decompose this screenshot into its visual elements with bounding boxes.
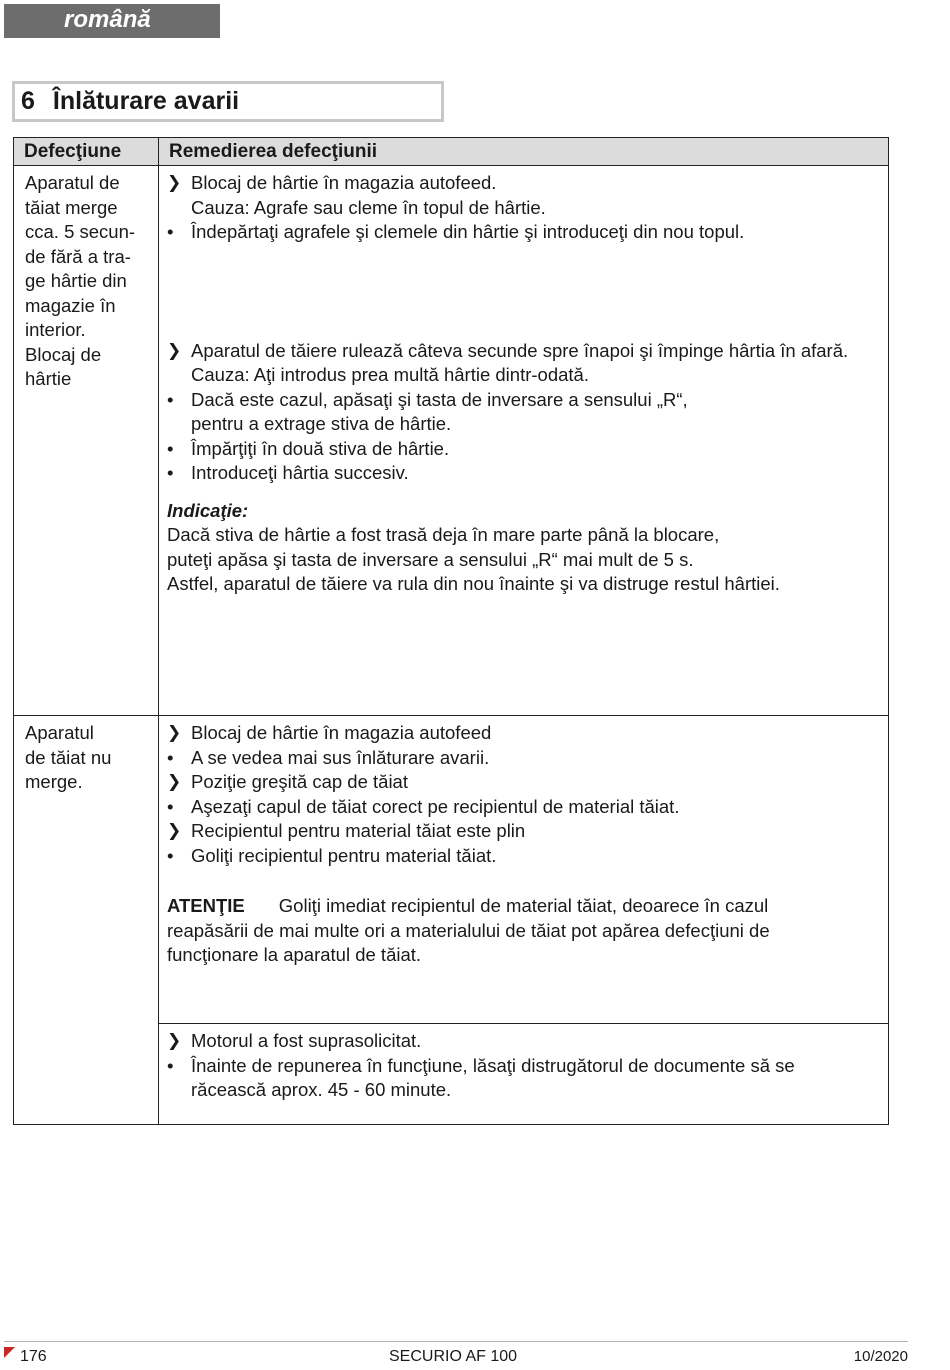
list-item: [167, 1054, 880, 1079]
list-item-text: Cauza: Aţi introdus prea multă hârtie dintr-odată.: [191, 364, 589, 385]
remedy-list: [167, 1029, 880, 1103]
fault-text-line: hârtie: [25, 368, 72, 389]
list-item-text: Motorul a fost suprasolicitat.: [191, 1030, 422, 1051]
troubleshooting-table: [13, 137, 889, 1125]
fault-text-line: Blocaj de: [25, 343, 102, 365]
list-item: [167, 171, 880, 196]
arrow-icon: ❯: [167, 173, 182, 192]
section-heading: [12, 81, 444, 122]
warning-block: [167, 894, 880, 968]
arrow-icon: ❯: [167, 723, 182, 742]
remedy-cell: [159, 166, 889, 716]
arrow-icon: ❯: [167, 1031, 182, 1050]
fault-cell: [14, 1024, 159, 1125]
note-line: Astfel, aparatul de tăiere va rula din nou înainte şi va distruge restul hârtiei.: [167, 573, 780, 594]
list-item-text: Blocaj de hârtie în magazia autofeed.: [191, 172, 497, 193]
fault-cell: [14, 716, 159, 1024]
note-line: puteţi apăsa şi tasta de inversare a sensului „R“ mai mult de 5 s.: [167, 548, 694, 570]
bullet-icon: •: [167, 1054, 174, 1076]
list-item: [167, 388, 880, 413]
bullet-icon: •: [167, 462, 174, 483]
remedy-block-reverse: [167, 339, 880, 486]
fault-text-line: de fără a tra-: [25, 245, 131, 267]
arrow-icon: ❯: [167, 772, 182, 791]
note-line: Dacă stiva de hârtie a fost trasă deja în mare parte până la blocare,: [167, 524, 720, 545]
note-title: Indicaţie:: [167, 499, 249, 521]
remedy-cell: [159, 1024, 889, 1125]
doc-date: 10/2020: [853, 1348, 908, 1365]
section-title: Înlăturare avarii: [52, 87, 240, 115]
bullet-icon: •: [167, 844, 174, 866]
list-item: [167, 721, 880, 746]
bullet-icon: •: [167, 795, 174, 817]
list-item: [167, 844, 880, 869]
table-row: [14, 1024, 889, 1125]
list-item-text: răcească aprox. 45 - 60 minute.: [191, 1079, 452, 1100]
list-item: [167, 770, 880, 795]
footer-divider: [4, 1341, 908, 1342]
list-item: [167, 339, 880, 364]
language-label: română: [4, 4, 220, 38]
list-item: [167, 437, 880, 462]
section-number: 6: [21, 87, 35, 115]
bullet-icon: •: [167, 437, 174, 459]
fault-text-line: tăiat merge: [25, 196, 118, 218]
fault-not-running: [25, 721, 158, 795]
list-item-text: Aparatul de tăiere rulează câteva secunde spre înapoi şi împinge hârtia în afară.: [191, 339, 849, 361]
column-header-remedy: Remedierea defecţiunii: [159, 138, 889, 166]
remedy-cell: [159, 716, 889, 1024]
model-name: SECURIO AF 100: [389, 1348, 518, 1365]
arrow-icon: ❯: [167, 340, 182, 360]
column-header-fault: Defecţiune: [14, 138, 159, 166]
fault-text-line: cca. 5 secun-: [25, 221, 136, 242]
list-item: [167, 220, 880, 245]
list-item-text: pentru a extrage stiva de hârtie.: [191, 413, 452, 434]
warning-line: funcţionare la aparatul de tăiat.: [167, 944, 422, 965]
table-row: [14, 166, 889, 716]
page-number-text: 176: [20, 1348, 47, 1365]
list-item-text: A se vedea mai sus înlăturare avarii.: [191, 746, 490, 768]
list-item-text: Poziţie greşită cap de tăiat: [191, 771, 408, 792]
bullet-icon: •: [167, 221, 174, 242]
list-item: [167, 196, 880, 221]
table-row: [14, 716, 889, 1024]
bullet-icon: •: [167, 388, 174, 410]
fault-text-line: magazie în: [25, 294, 116, 316]
fault-paper-jam-title: [25, 343, 158, 392]
fault-text-line: de tăiat nu: [25, 746, 112, 768]
list-item: [167, 746, 880, 771]
list-item: [167, 412, 880, 437]
arrow-icon: ❯: [167, 821, 182, 840]
warning-line: Goliţi imediat recipientul de material tăiat, deoarece în cazul: [278, 895, 769, 916]
spacer: [167, 245, 880, 339]
warning-label: ATENŢIE: [167, 895, 245, 916]
table-header-row: [14, 138, 889, 166]
fault-text-line: Aparatul de: [25, 172, 120, 193]
list-item-text: Goliţi recipientul pentru material tăiat.: [191, 844, 497, 866]
fault-text-line: interior.: [25, 319, 86, 340]
list-item: [167, 1029, 880, 1054]
fault-text-line: ge hârtie din: [25, 270, 127, 291]
list-item: [167, 363, 880, 388]
fault-text-line: Aparatul: [25, 722, 94, 743]
list-item-text: Cauza: Agrafe sau cleme în topul de hârtie.: [191, 196, 546, 218]
note-text: [167, 523, 880, 597]
bullet-icon: •: [167, 746, 174, 768]
page-flag-icon: [4, 1347, 15, 1358]
list-item-text: Îndepărtaţi agrafele şi clemele din hârtie şi introduceţi din nou topul.: [191, 221, 745, 242]
list-item: [167, 1078, 880, 1103]
list-item-text: Introduceţi hârtia succesiv.: [191, 462, 409, 483]
list-item: [167, 461, 880, 486]
list-item-text: Aşezaţi capul de tăiat corect pe recipientul de material tăiat.: [191, 795, 680, 817]
list-item-text: Blocaj de hârtie în magazia autofeed: [191, 722, 492, 743]
fault-text-line: merge.: [25, 771, 83, 792]
list-item-text: Împărţiţi în două stiva de hârtie.: [191, 437, 450, 459]
remedy-block-autofeed: [167, 171, 880, 245]
page-number: [4, 1347, 47, 1367]
list-item-text: Recipientul pentru material tăiat este plin: [191, 820, 526, 841]
fault-cell: [14, 166, 159, 716]
fault-paper-jam-desc: [25, 171, 158, 343]
list-item-text: Dacă este cazul, apăsaţi şi tasta de inversare a sensului „R“,: [191, 388, 688, 410]
list-item: [167, 819, 880, 844]
list-item: [167, 795, 880, 820]
warning-line: reapăsării de mai multe ori a materialului de tăiat pot apărea defecţiuni de: [167, 919, 770, 941]
remedy-list: [167, 721, 880, 868]
list-item-text: Înainte de repunerea în funcţiune, lăsaţi distrugătorul de documente să se: [191, 1054, 795, 1076]
